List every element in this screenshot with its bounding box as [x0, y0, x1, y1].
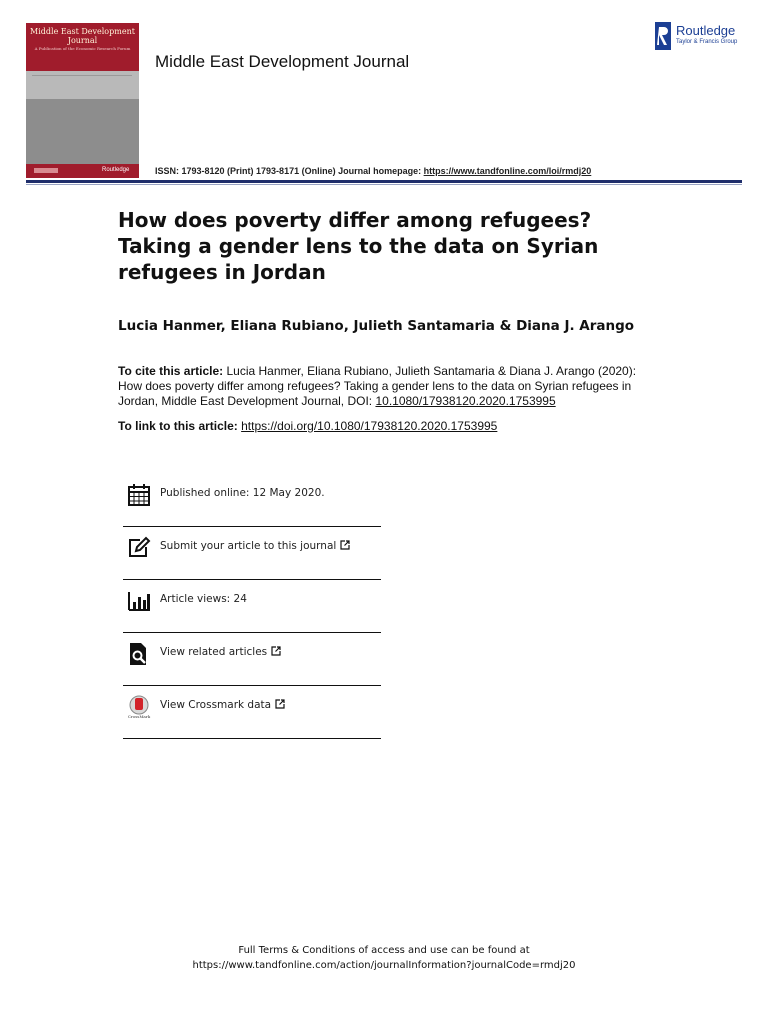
bar-chart-icon [127, 589, 151, 613]
article-views-item [123, 580, 381, 633]
article-title: How does poverty differ among refugees? Taking a gender lens to the data on Syrian refugees in Jordan [118, 208, 599, 284]
journal-cover [26, 23, 139, 178]
doi-link[interactable]: 10.1080/17938120.2020.1753995 [375, 394, 556, 408]
link-label: To link to this article: [118, 419, 242, 433]
terms-line: Full Terms & Conditions of access and use can be found at [238, 945, 530, 956]
submit-article-item[interactable] [123, 527, 381, 580]
header-rule-thin [26, 184, 742, 185]
cite-label: To cite this article: [118, 364, 224, 378]
related-articles-item[interactable] [123, 633, 381, 686]
related-articles-label [160, 646, 281, 658]
header-rule [26, 180, 742, 183]
cover-title: Middle East Development Journal [30, 27, 135, 45]
article-link-line [118, 419, 497, 434]
related-articles-text: View related articles [160, 646, 268, 658]
external-link-icon [340, 540, 350, 550]
publisher-group: Taylor & Francis Group [676, 39, 738, 45]
published-online-label: Published online: 12 May 2020. [160, 487, 325, 499]
crossmark-icon [127, 695, 151, 719]
cover-erf-logo [34, 168, 58, 173]
publisher-logo[interactable] [655, 22, 750, 52]
crossmark-icon-text: CrossMark [127, 714, 151, 719]
crossmark-label [160, 699, 285, 711]
article-authors: Lucia Hanmer, Eliana Rubiano, Julieth Santamaria & Diana J. Arango [118, 318, 635, 334]
article-views-label: Article views: 24 [160, 593, 247, 605]
issn-text: ISSN: 1793-8120 (Print) 1793-8171 (Online) Journal homepage: [155, 166, 424, 176]
terms-url[interactable]: https://www.tandfonline.com/action/journalInformation?journalCode=rmdj20 [192, 960, 576, 971]
cover-publisher-mark: Routledge [102, 167, 130, 173]
cite-text: Lucia Hanmer, Eliana Rubiano, Julieth Santamaria & Diana J. Arango (2020): How does poverty differ among refugees? Taking a gender lens to the data on Syrian refugees in Jordan, Middle East Development Journal, DOI: [118, 364, 637, 408]
routledge-r-icon [655, 22, 671, 50]
external-link-icon [275, 699, 285, 709]
article-link[interactable]: https://doi.org/10.1080/17938120.2020.1753995 [241, 419, 498, 433]
external-link-icon [271, 646, 281, 656]
publisher-name: Routledge [676, 23, 736, 38]
document-search-icon [127, 642, 151, 666]
article-meta-list [123, 474, 381, 739]
submit-article-label [160, 540, 350, 552]
citation-block [118, 364, 653, 409]
journal-name: Middle East Development Journal [155, 52, 410, 71]
published-online-item [123, 474, 381, 527]
cover-footer [26, 164, 139, 178]
journal-homepage-link[interactable]: https://www.tandfonline.com/loi/rmdj20 [423, 166, 592, 176]
crossmark-item[interactable] [123, 686, 381, 739]
issn-line [155, 166, 591, 176]
cover-subtitle: A Publication of the Economic Research Forum [34, 46, 131, 51]
submit-article-text: Submit your article to this journal [160, 540, 337, 552]
cover-band [26, 71, 139, 99]
edit-icon [127, 536, 151, 560]
crossmark-text: View Crossmark data [160, 699, 272, 711]
calendar-icon [127, 483, 151, 507]
terms-footer [0, 943, 768, 973]
cover-header [26, 23, 139, 71]
